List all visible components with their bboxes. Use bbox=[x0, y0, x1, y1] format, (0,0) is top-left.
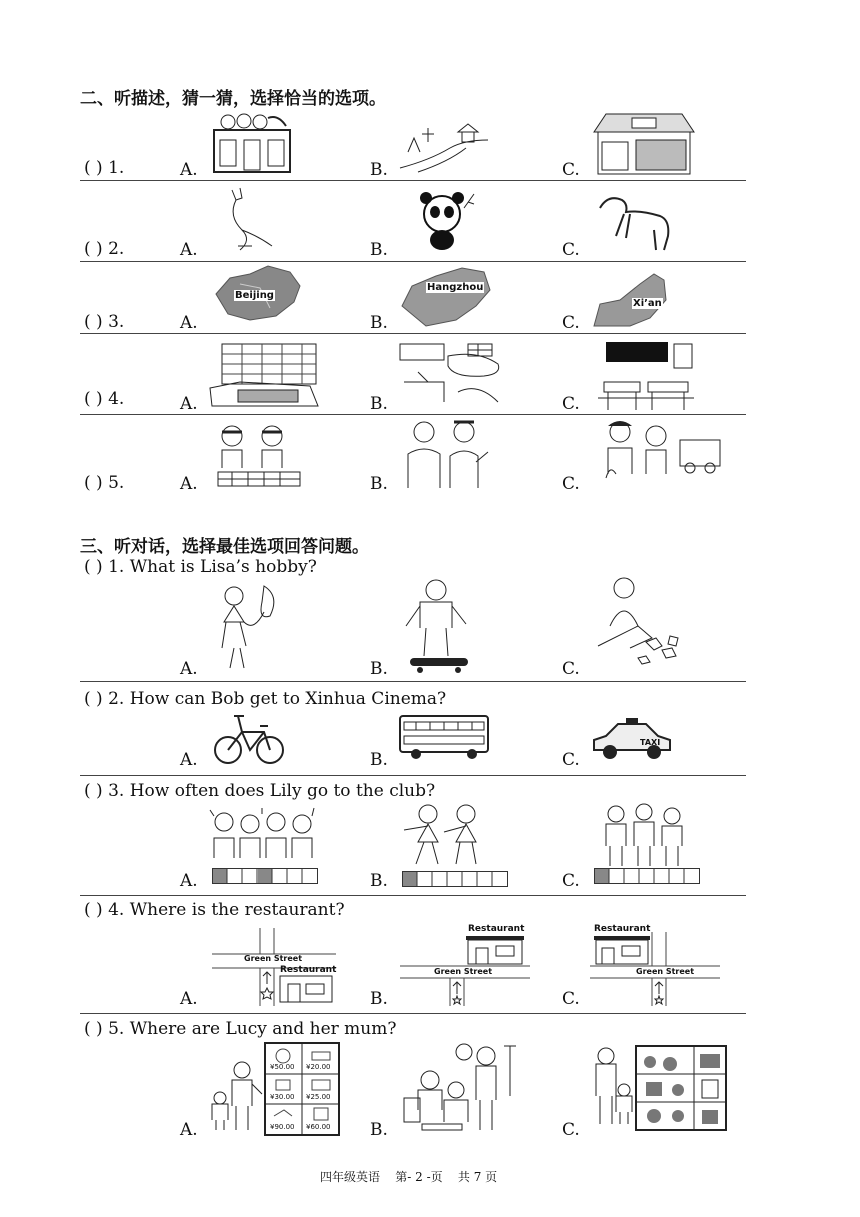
option-c-label: C. bbox=[562, 474, 580, 494]
bookstore-image bbox=[592, 112, 696, 176]
option-a-label: A. bbox=[180, 394, 198, 414]
divider bbox=[80, 261, 746, 262]
item-2-4-number[interactable]: ( ) 4. bbox=[84, 389, 125, 409]
question-3-5[interactable]: ( ) 5. Where are Lucy and her mum? bbox=[84, 1019, 397, 1039]
item-2-2-number[interactable]: ( ) 2. bbox=[84, 239, 125, 259]
library-image bbox=[208, 340, 320, 410]
section-3-title: 三、听对话，选择最佳选项回答问题。 bbox=[80, 537, 369, 557]
option-c-label: C. bbox=[562, 659, 580, 679]
section-2-title: 二、听描述，猜一猜，选择恰当的选项。 bbox=[80, 89, 386, 109]
kangaroo-image bbox=[218, 186, 274, 252]
price-tag: ¥20.00 bbox=[306, 1063, 331, 1071]
boy-skateboard-image bbox=[400, 578, 472, 674]
option-c-label: C. bbox=[562, 989, 580, 1009]
singing-group-image bbox=[206, 806, 322, 858]
restaurant-label: Restaurant bbox=[280, 965, 337, 975]
item-2-5-number[interactable]: ( ) 5. bbox=[84, 473, 125, 493]
mother-child-image bbox=[208, 1060, 264, 1132]
item-2-3-number[interactable]: ( ) 3. bbox=[84, 312, 125, 332]
horse-image bbox=[594, 190, 676, 252]
frequency-boxes-b bbox=[402, 871, 508, 887]
page-footer: 四年级英语 第- 2 -页 共 7 页 bbox=[320, 1170, 498, 1184]
question-3-4[interactable]: ( ) 4. Where is the restaurant? bbox=[84, 900, 345, 920]
option-b-label: B. bbox=[370, 394, 388, 414]
firefighters-image bbox=[604, 418, 724, 480]
divider bbox=[80, 681, 746, 682]
option-c-label: C. bbox=[562, 871, 580, 891]
dancing-girls-image bbox=[400, 802, 496, 866]
divider bbox=[80, 333, 746, 334]
divider bbox=[80, 414, 746, 415]
option-a-label: A. bbox=[180, 989, 198, 1009]
option-b-label: B. bbox=[370, 871, 388, 891]
frequency-boxes-c bbox=[594, 868, 700, 884]
map-label-xian: Xi’an bbox=[633, 298, 662, 309]
option-c-label: C. bbox=[562, 313, 580, 333]
street-label: Green Street bbox=[434, 967, 493, 976]
option-a-label: A. bbox=[180, 240, 198, 260]
option-a-label: A. bbox=[180, 659, 198, 679]
restaurant-label: Restaurant bbox=[468, 924, 525, 934]
mother-child-toy-shop-image bbox=[590, 1044, 728, 1132]
price-tag: ¥90.00 bbox=[270, 1123, 295, 1131]
option-c-label: C. bbox=[562, 750, 580, 770]
girl-kite-image bbox=[212, 582, 282, 672]
option-b-label: B. bbox=[370, 313, 388, 333]
option-c-label: C. bbox=[562, 394, 580, 414]
map-label-beijing: Beijing bbox=[235, 290, 274, 301]
fruit-shop-image bbox=[210, 112, 294, 174]
option-b-label: B. bbox=[370, 989, 388, 1009]
girl-puzzle-image bbox=[590, 576, 686, 666]
street-label: Green Street bbox=[244, 954, 303, 963]
price-tag: ¥30.00 bbox=[270, 1093, 295, 1101]
divider bbox=[80, 775, 746, 776]
toy-shelf-image bbox=[264, 1042, 340, 1136]
bicycle-image bbox=[212, 712, 286, 766]
three-children-image bbox=[600, 802, 692, 868]
park-image bbox=[398, 122, 490, 174]
option-a-label: A. bbox=[180, 871, 198, 891]
builders-image bbox=[214, 420, 302, 488]
item-2-1-number[interactable]: ( ) 1. bbox=[84, 158, 125, 178]
option-a-label: A. bbox=[180, 474, 198, 494]
hangzhou-map-image bbox=[398, 266, 494, 328]
living-room-family-image bbox=[402, 1040, 520, 1132]
doctor-nurse-image bbox=[402, 418, 492, 490]
restaurant-label: Restaurant bbox=[594, 924, 651, 934]
taxi-image bbox=[590, 716, 674, 762]
option-a-label: A. bbox=[180, 750, 198, 770]
playground-image bbox=[398, 342, 504, 408]
question-3-1[interactable]: ( ) 1. What is Lisa’s hobby? bbox=[84, 557, 317, 577]
option-b-label: B. bbox=[370, 659, 388, 679]
divider bbox=[80, 1013, 746, 1014]
option-c-label: C. bbox=[562, 160, 580, 180]
bus-image bbox=[398, 714, 490, 760]
option-b-label: B. bbox=[370, 750, 388, 770]
taxi-sign-text: TAXI bbox=[640, 738, 661, 747]
frequency-boxes-a bbox=[212, 868, 318, 884]
price-tag: ¥60.00 bbox=[306, 1123, 331, 1131]
price-tag: ¥50.00 bbox=[270, 1063, 295, 1071]
option-c-label: C. bbox=[562, 1120, 580, 1140]
option-a-label: A. bbox=[180, 160, 198, 180]
panda-image bbox=[414, 188, 478, 252]
option-b-label: B. bbox=[370, 1120, 388, 1140]
option-b-label: B. bbox=[370, 160, 388, 180]
divider bbox=[80, 180, 746, 181]
question-3-2[interactable]: ( ) 2. How can Bob get to Xinhua Cinema? bbox=[84, 689, 447, 709]
map-label-hangzhou: Hangzhou bbox=[427, 282, 484, 293]
street-label: Green Street bbox=[636, 967, 695, 976]
divider bbox=[80, 895, 746, 896]
question-3-3[interactable]: ( ) 3. How often does Lily go to the club? bbox=[84, 781, 436, 801]
classroom-image bbox=[596, 340, 696, 412]
option-a-label: A. bbox=[180, 313, 198, 333]
option-b-label: B. bbox=[370, 474, 388, 494]
option-c-label: C. bbox=[562, 240, 580, 260]
option-b-label: B. bbox=[370, 240, 388, 260]
option-a-label: A. bbox=[180, 1120, 198, 1140]
price-tag: ¥25.00 bbox=[306, 1093, 331, 1101]
